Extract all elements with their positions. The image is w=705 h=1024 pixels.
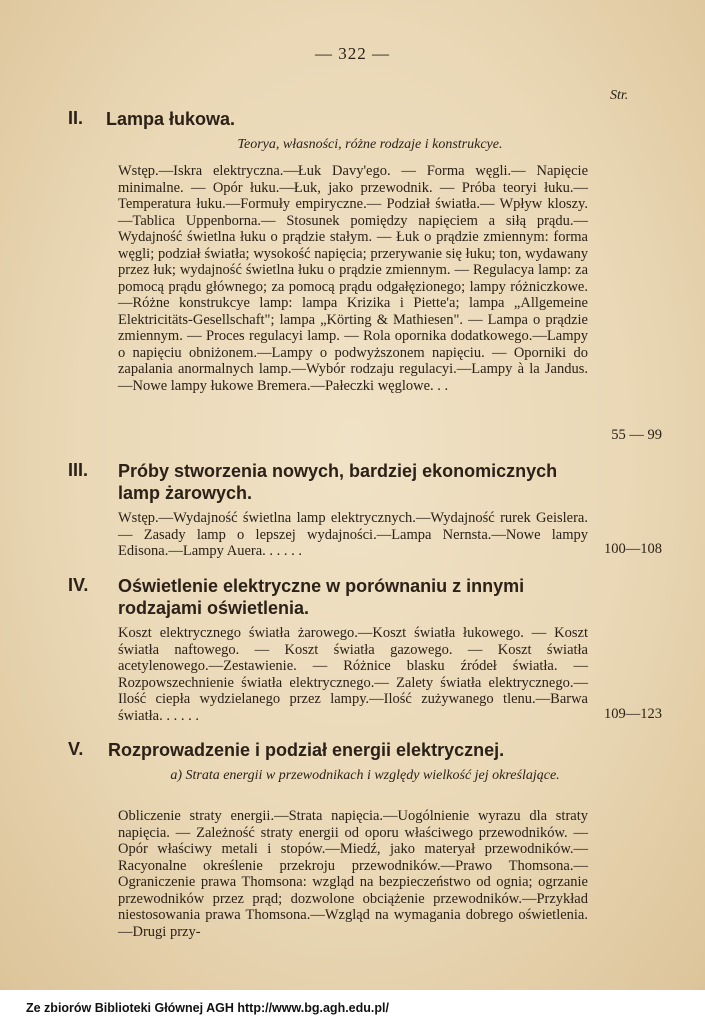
section-title: Lampa łukowa. [106, 109, 236, 129]
section-text: Wstęp.—Iskra elektryczna.—Łuk Davy'ego. — Forma węgli.— Napięcie minimalne. — Opór łuku.—Łuk, jako przewodnik. — Próba teoryi łuku.—Temperatura łuku.—Formuły empiryczne.— Podział światła.— Wpływ kloszy.—Tablica Uppenborna.— Stosunek pomiędzy napięciem a siłą prądu.—Wydajność świetlna łuku o prądzie stałym. — Łuk o prądzie zmiennym: forma węgli; podział światła; wysokość napięcia; przerywanie się łuku; ton, wydawany przez łuk; wydajność świetlna łuku o prądzie zmiennym. — Regulacya lamp: za pomocą prądu głównego; za pomocą prądu odgałęzionego; lampy różniczkowe.—Różne konstrukcye lamp: lampa Krizika i Piette'a; lampa „Allgemeine Elektricitäts-Gesellschaft"; lampa „Körting & Mathiesen". — Lampa o prądzie zmiennym. — Proces regulacyi lamp. — Rola opornika dodatkowego.—Lampy o napięciu obniżonem.—Lampy o podwyższonem napięciu. — Oporniki do zapalania anormalnych lamp.—Wybór rodzaju regulacyi.—Lampy à la Jandus.—Nowe lampy łukowe Bremera.—Pałeczki węglowe. . . [118, 163, 588, 394]
section-subtitle: a) Strata energii w przewodnikach i względy wielkość jej określające. [170, 768, 560, 783]
footer-bar [0, 990, 705, 1024]
section-number: V. [68, 739, 84, 759]
column-header: Str. [610, 88, 629, 103]
section-title: Oświetlenie elektryczne w porównaniu z innymi rodzajami oświetlenia. [118, 576, 525, 618]
section-number: III. [68, 460, 89, 480]
page-range: 100—108 [604, 541, 662, 557]
section-title: Próby stworzenia nowych, bardziej ekonomicznych lamp żarowych. [118, 461, 558, 503]
section-title: Rozprowadzenie i podział energii elektrycznej. [108, 740, 505, 760]
section-subtitle: Teorya, własności, różne rodzaje i konstrukcye. [237, 137, 503, 152]
page-range: 55 — 99 [611, 427, 662, 443]
section-text: Wstęp.—Wydajność świetlna lamp elektrycznych.—Wydajność rurek Geislera. — Zasady lamp o lepszej wydajności.—Lampa Nernsta.—Nowe lampy Edisona.—Lampy Auera. . . . . . [118, 510, 588, 559]
section-number: II. [68, 108, 84, 128]
footer-credit: Ze zbiorów Biblioteki Głównej AGH http://www.bg.agh.edu.pl/ [26, 1001, 389, 1015]
page-number: — 322 — [315, 44, 390, 63]
section-number: IV. [68, 575, 89, 595]
section-text: Obliczenie straty energii.—Strata napięcia.—Uogólnienie wyrazu dla straty napięcia. — Zależność straty energii od oporu właściwego przewodników. — Opór właściwy metali i stopów.—Miedź, jako materyał przewodników.—Racyonalne określenie przekroju przewodników.—Prawo Thomsona.—Ograniczenie prawa Thomsona: wzgląd na bezpieczeństwo od ognia; ogrzanie przewodników przez prąd; dozwolone obciążenie przewodników.—Przykład niestosowania prawa Thomsona.—Wzgląd na wymagania dobrego oświetlenia.—Drugi przy- [118, 808, 588, 940]
page-range: 109—123 [604, 706, 662, 722]
section-text: Koszt elektrycznego światła żarowego.—Koszt światła łukowego. — Koszt światła naftowego. — Koszt światła gazowego. — Koszt światła acetylenowego.—Zestawienie. — Różnice blasku źródeł światła. — Rozpowszechnienie światła elektrycznego.— Zalety światła elektrycznego.—Ilość ciepła wydzielanego przez lampy.—Ilość zużywanego tlenu.—Barwa światła. . . . . . [118, 625, 588, 724]
